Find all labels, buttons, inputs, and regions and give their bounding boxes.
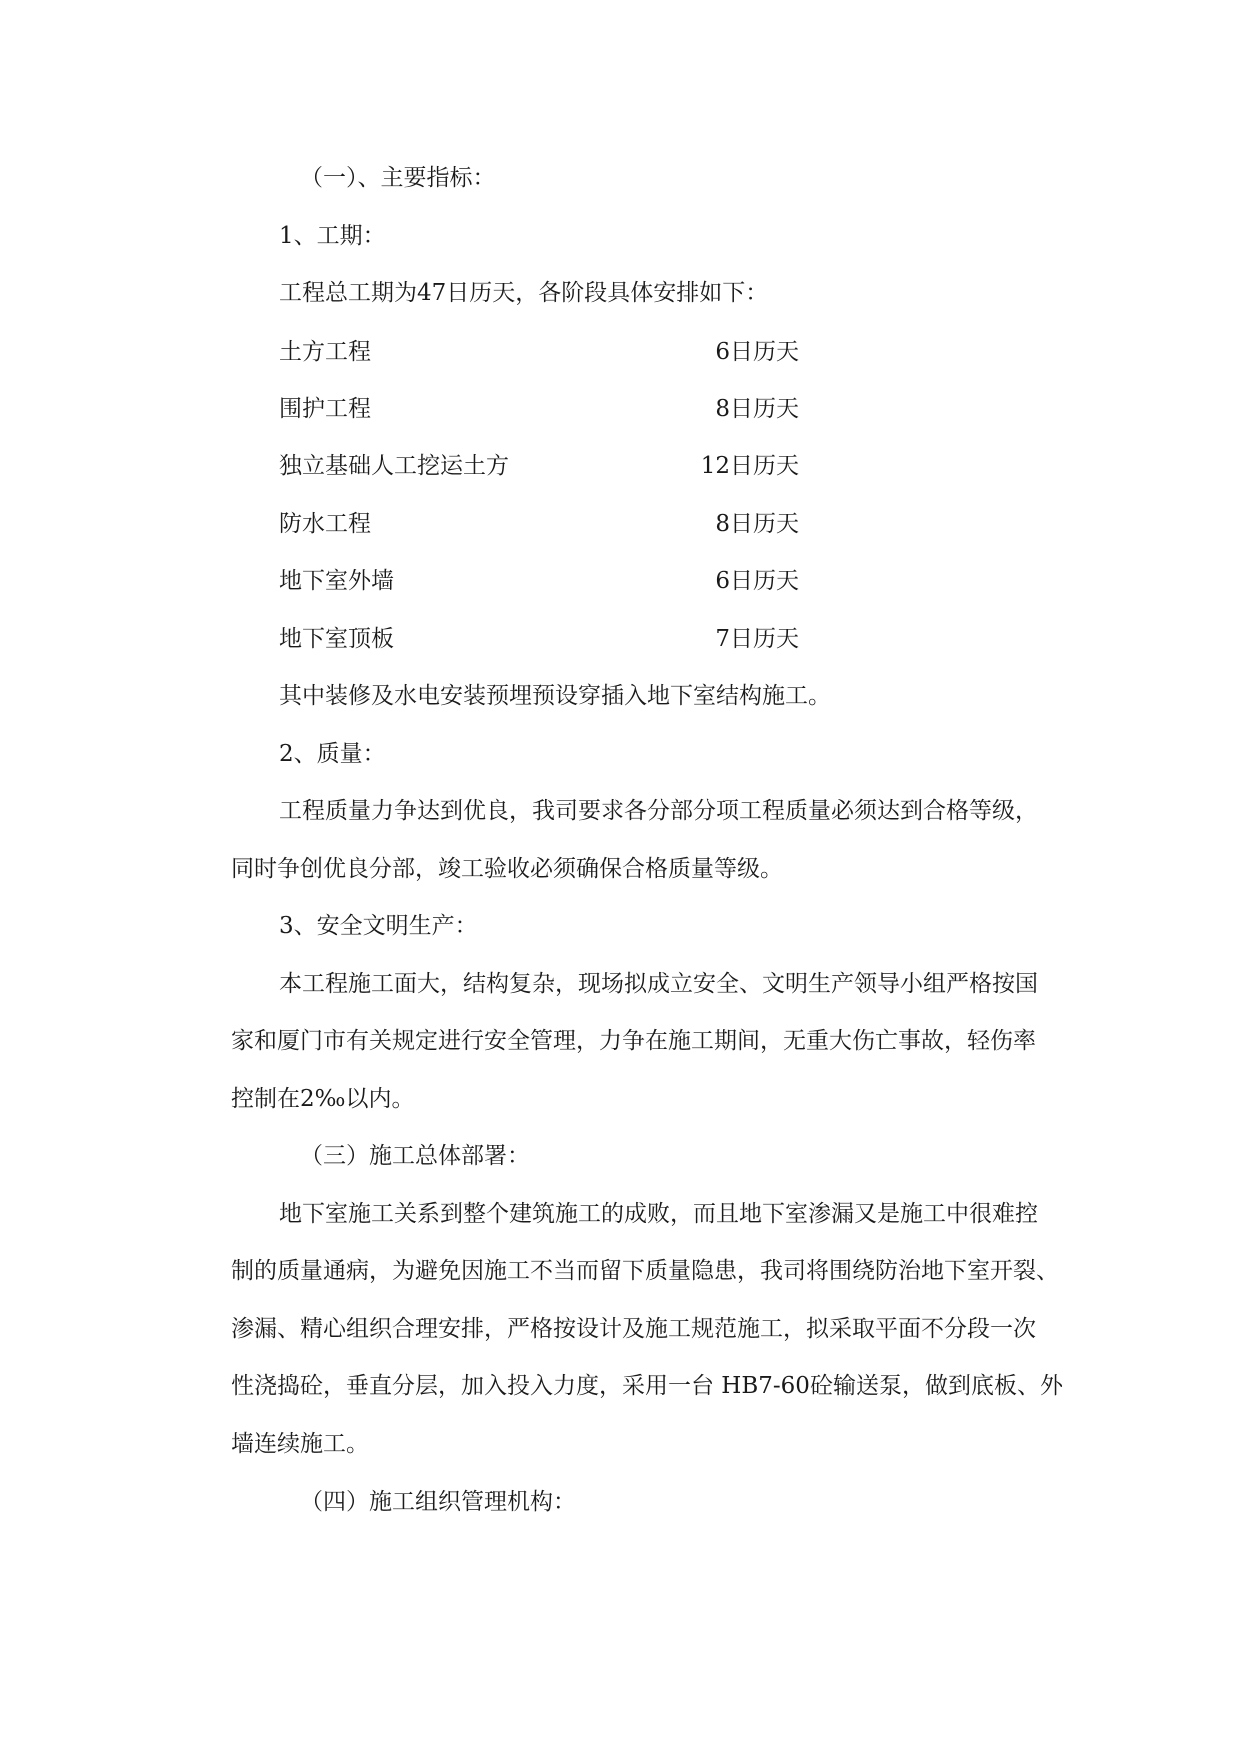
- item3-line3: 控制在2‰以内。: [231, 1086, 415, 1112]
- schedule-name: 地下室外墙: [279, 568, 394, 594]
- schedule-name: 地下室顶板: [279, 626, 394, 652]
- item1-title: 1、工期：: [279, 223, 386, 249]
- item2-line2: 同时争创优良分部，竣工验收必须确保合格质量等级。: [231, 856, 783, 882]
- schedule-name: 土方工程: [279, 339, 371, 365]
- item1-intro: 工程总工期为47日历天，各阶段具体安排如下：: [279, 280, 769, 306]
- sec3-line4: 性浇捣砼，垂直分层，加入投入力度，采用一台 HB7-60砼输送泵，做到底板、外: [231, 1373, 1063, 1399]
- schedule-row: [279, 336, 799, 368]
- schedule-duration: 6日历天: [715, 339, 799, 365]
- schedule-row: [279, 508, 799, 540]
- item3-line1: 本工程施工面大，结构复杂，现场拟成立安全、文明生产领导小组严格按国: [279, 971, 1038, 997]
- schedule-row: [279, 565, 799, 597]
- heading-main-indicators: （一）、主要指标：: [300, 165, 496, 191]
- heading-overall-deployment: （三）施工总体部署：: [300, 1143, 530, 1169]
- sec3-line2: 制的质量通病，为避免因施工不当而留下质量隐患，我司将围绕防治地下室开裂、: [231, 1258, 1059, 1284]
- heading-management-org: （四）施工组织管理机构：: [300, 1489, 576, 1515]
- schedule-duration: 8日历天: [715, 396, 799, 422]
- item3-line2: 家和厦门市有关规定进行安全管理，力争在施工期间，无重大伤亡事故，轻伤率: [231, 1028, 1036, 1054]
- schedule-name: 围护工程: [279, 396, 371, 422]
- item2-title: 2、质量：: [279, 741, 386, 767]
- schedule-name: 防水工程: [279, 511, 371, 537]
- item1-note: 其中装修及水电安装预埋预设穿插入地下室结构施工。: [279, 683, 831, 709]
- item2-line1: 工程质量力争达到优良，我司要求各分部分项工程质量必须达到合格等级，: [279, 798, 1038, 824]
- sec3-line1: 地下室施工关系到整个建筑施工的成败，而且地下室渗漏又是施工中很难控: [279, 1201, 1038, 1227]
- item3-title: 3、安全文明生产：: [279, 913, 478, 939]
- schedule-row: [279, 450, 799, 482]
- schedule-duration: 8日历天: [715, 511, 799, 537]
- sec3-line3: 渗漏、精心组织合理安排，严格按设计及施工规范施工，拟采取平面不分段一次: [231, 1316, 1036, 1342]
- schedule-name: 独立基础人工挖运土方: [279, 453, 509, 479]
- schedule-row: [279, 393, 799, 425]
- sec3-line5: 墙连续施工。: [231, 1431, 369, 1457]
- schedule-duration: 7日历天: [715, 626, 799, 652]
- schedule-duration: 6日历天: [715, 568, 799, 594]
- schedule-duration: 12日历天: [700, 453, 799, 479]
- schedule-row: [279, 623, 799, 655]
